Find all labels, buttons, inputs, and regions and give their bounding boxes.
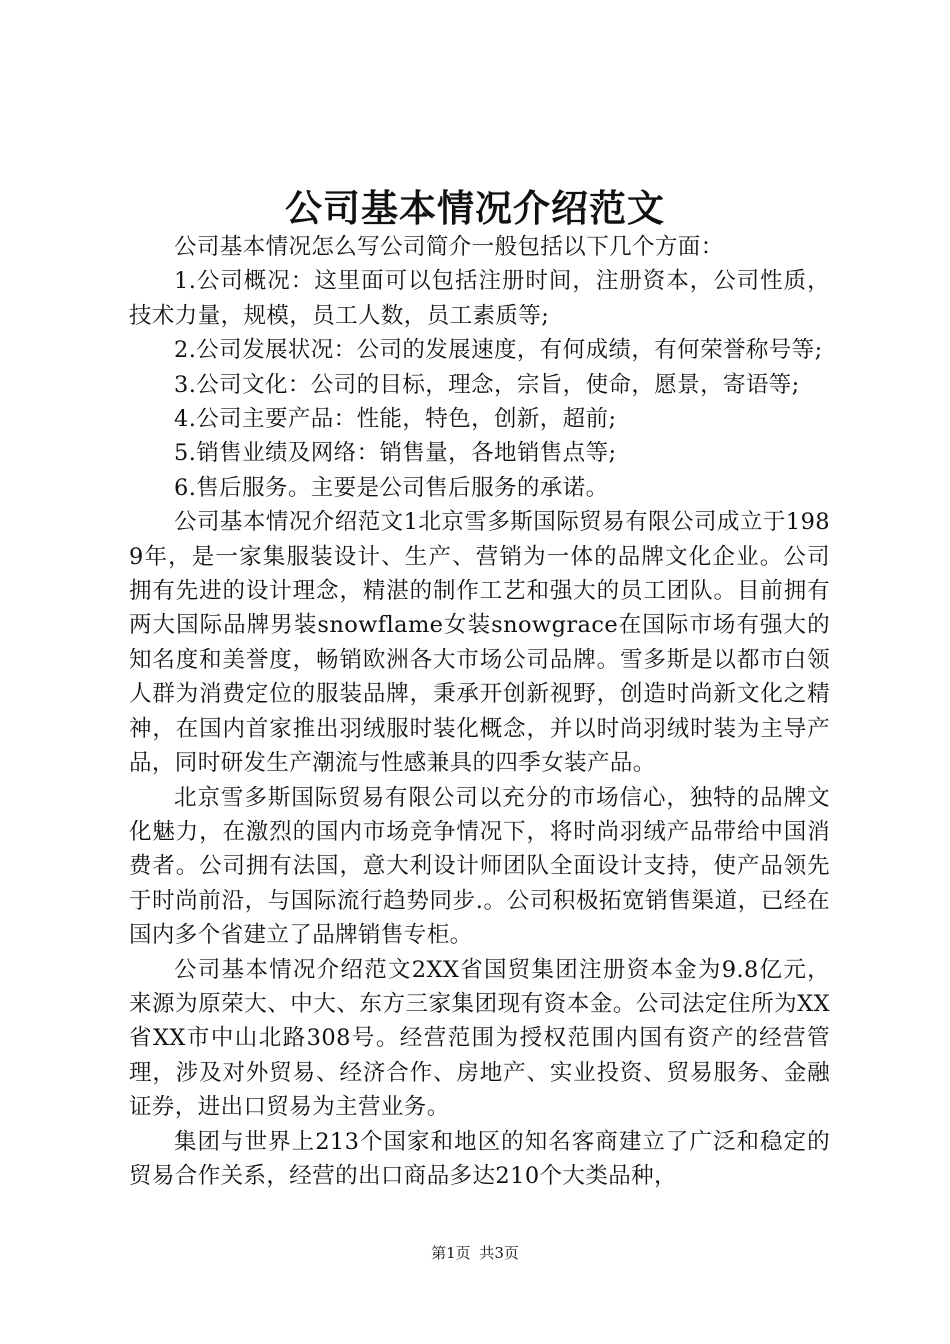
paragraph-item-3: 3.公司文化：公司的目标，理念，宗旨，使命，愿景，寄语等;: [174, 371, 800, 398]
paragraph-intro: 公司基本情况怎么写公司简介一般包括以下几个方面：: [174, 234, 724, 260]
paragraph-example-2-cont: 集团与世界上213个国家和地区的知名客商建立了广泛和稳定的贸易合作关系，经营的出口商品多达210个大类品种，: [129, 1128, 830, 1189]
paragraph-item-2: 2.公司发展状况：公司的发展速度，有何成绩，有何荣誉称号等;: [174, 337, 823, 364]
paragraph-item-1: 1.公司概况：这里面可以包括注册时间，注册资本，公司性质，技术力量，规模，员工人数，员工素质等;: [129, 268, 830, 329]
page-footer: [0, 1243, 950, 1263]
document-title: 公司基本情况介绍范文: [285, 186, 665, 230]
page-number: 第1页: [431, 1244, 471, 1262]
page-total: 共3页: [479, 1244, 519, 1262]
paragraph-item-6: 6.售后服务。主要是公司售后服务的承诺。: [174, 474, 609, 501]
paragraph-example-1-cont: 北京雪多斯国际贸易有限公司以充分的市场信心，独特的品牌文化魅力，在激烈的国内市场竞争情况下，将时尚羽绒产品带给中国消费者。公司拥有法国，意大利设计师团队全面设计支持，使产品领先于时尚前沿，与国际流行趋势同步.。公司积极拓宽销售渠道，已经在国内多个省建立了品牌销售专柜。: [129, 784, 830, 949]
paragraph-item-4: 4.公司主要产品：性能，特色，创新，超前;: [174, 406, 617, 433]
document-body: [129, 230, 830, 1193]
paragraph-example-1: 公司基本情况介绍范文1北京雪多斯国际贸易有限公司成立于1989年，是一家集服装设计、生产、营销为一体的品牌文化企业。公司拥有先进的设计理念，精湛的制作工艺和强大的员工团队。目前拥有两大国际品牌男装snowflame女装snowgrace在国际市场有强大的知名度和美誉度，畅销欧洲各大市场公司品牌。雪多斯是以都市白领人群为消费定位的服装品牌，秉承开创新视野，创造时尚新文化之精神，在国内首家推出羽绒服时装化概念，并以时尚羽绒时装为主导产品，同时研发生产潮流与性感兼具的四季女装产品。: [129, 509, 830, 777]
paragraph-item-5: 5.销售业绩及网络：销售量，各地销售点等;: [174, 440, 617, 467]
paragraph-example-2: 公司基本情况介绍范文2XX省国贸集团注册资本金为9.8亿元，来源为原荣大、中大、东方三家集团现有资本金。公司法定住所为XX省XX市中山北路308号。经营范围为授权范围内国有资产的经营管理，涉及对外贸易、经济合作、房地产、实业投资、贸易服务、金融证券，进出口贸易为主营业务。: [129, 956, 830, 1121]
